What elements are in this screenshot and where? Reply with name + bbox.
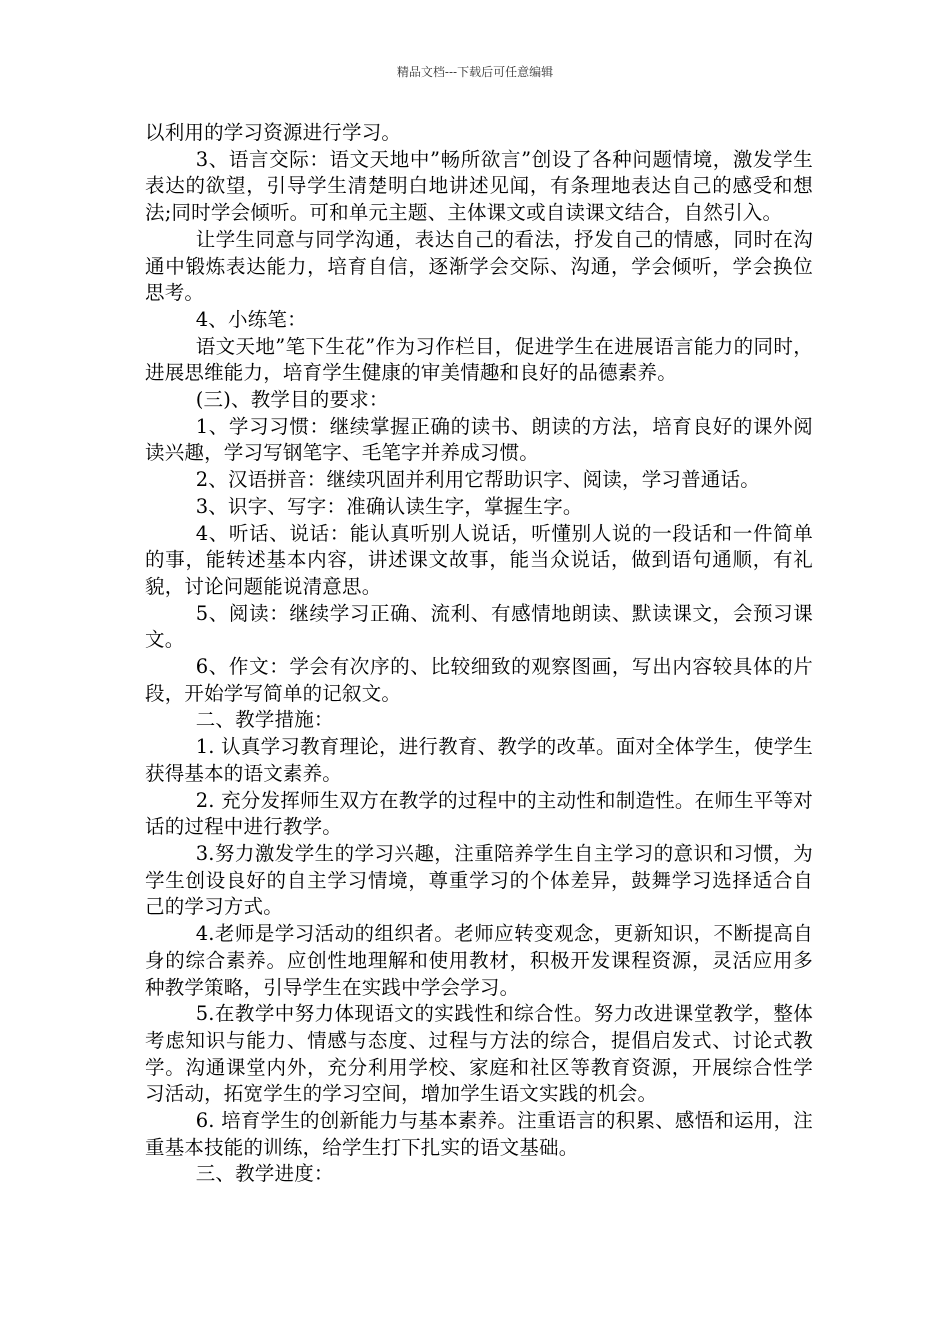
paragraph: 1. 认真学习教育理论，进行教育、教学的改革。面对全体学生，使学生获得基本的语文素养。 [145,735,813,785]
paragraph: 3.努力激发学生的学习兴趣，注重陪养学生自主学习的意识和习惯，为学生创设良好的自主学习情境，尊重学习的个体差异，鼓舞学习选择适合自己的学习方式。 [145,841,813,919]
paragraph: 3、语言交际：语文天地中”畅所欲言”创设了各种问题情境，激发学生表达的欲望，引导学生清楚明白地讲述见闻，有条理地表达自己的感受和想法;同时学会倾听。可和单元主题、主体课文或自读课文结合，自然引入。 [145,147,813,225]
paragraph: 语文天地”笔下生花”作为习作栏目，促进学生在进展语言能力的同时，进展思维能力，培育学生健康的审美情趣和良好的品德素养。 [145,334,813,385]
section-heading: 二、教学措施： [195,708,334,732]
paragraph: 3、识字、写字：准确认读生字，掌握生字。 [195,494,583,518]
paragraph: 5、阅读：继续学习正确、流利、有感情地朗读、默读课文，会预习课文。 [145,601,813,652]
paragraph: 让学生同意与同学沟通，表达自己的看法，抒发自己的情感，同时在沟通中锻炼表达能力，培育自信，逐渐学会交际、沟通，学会倾听，学会换位思考。 [145,227,813,305]
paragraph: 1、学习习惯：继续掌握正确的读书、朗读的方法，培育良好的课外阅读兴趣，学习写钢笔字、毛笔字并养成习惯。 [145,414,813,465]
paragraph: 6. 培育学生的创新能力与基本素养。注重语言的积累、感悟和运用，注重基本技能的训练，给学生打下扎实的语文基础。 [145,1109,813,1159]
document-body [145,120,813,1188]
paragraph: 6、作文：学会有次序的、比较细致的观察图画，写出内容较具体的片段，开始学写简单的记叙文。 [145,655,813,705]
paragraph: 2、汉语拼音：继续巩固并利用它帮助识字、阅读，学习普通话。 [195,468,760,492]
section-heading: 三、教学进度： [195,1162,334,1186]
paragraph: 以利用的学习资源进行学习。 [145,121,402,144]
paragraph: 2. 充分发挥师生双方在教学的过程中的主动性和制造性。在师生平等对话的过程中进行教学。 [145,788,813,839]
page-header: 精品文档---下载后可任意编辑 [396,65,554,79]
section-heading: (三)、教学目的要求： [195,388,389,412]
paragraph: 4.老师是学习活动的组织者。老师应转变观念，更新知识，不断提高自身的综合素养。应创性地理解和使用教材，积极开发课程资源，灵活应用多种教学策略，引导学生在实践中学会学习。 [145,922,813,999]
paragraph: 5.在教学中努力体现语文的实践性和综合性。努力改进课堂教学，整体考虑知识与能力、情感与态度、过程与方法的综合，提倡启发式、讨论式教学。沟通课堂内外，充分利用学校、家庭和社区等教育资源，开展综合性学习活动，拓宽学生的学习空间，增加学生语文实践的机会。 [145,1002,813,1106]
paragraph: 4、小练笔： [195,307,307,331]
paragraph: 4、听话、说话：能认真听别人说话，听懂别人说的一段话和一件简单的事，能转述基本内容，讲述课文故事，能当众说话，做到语句通顺，有礼貌，讨论问题能说清意思。 [145,521,813,598]
